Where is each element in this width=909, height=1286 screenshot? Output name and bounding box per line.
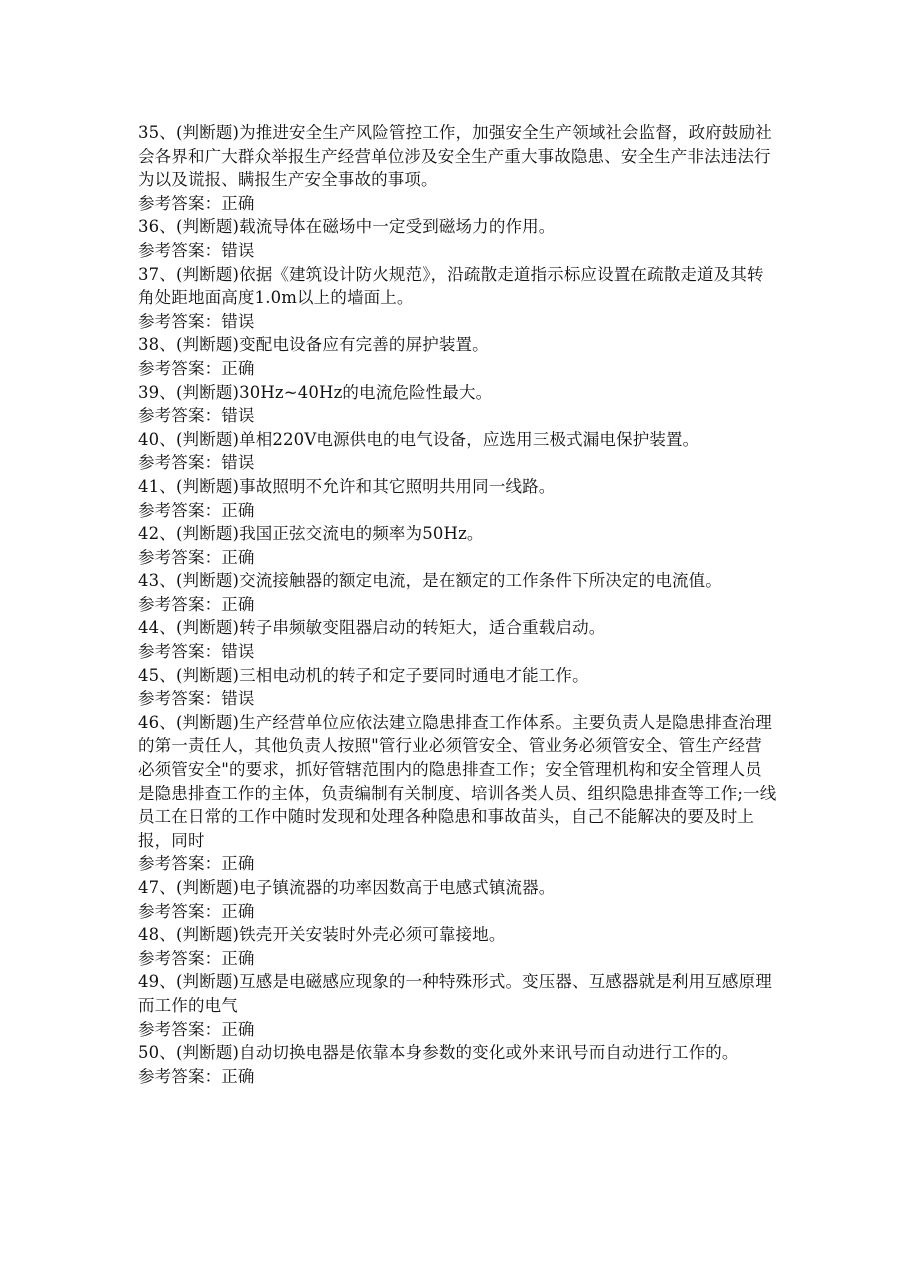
answer-line <box>138 947 778 971</box>
answer-label: 参考答案： <box>138 311 222 331</box>
question-text <box>138 121 778 192</box>
question-number: 41、 <box>138 476 176 496</box>
question-item <box>138 1041 778 1088</box>
question-body: 电子镇流器的功率因数高于电感式镇流器。 <box>239 878 556 897</box>
answer-label: 参考答案： <box>138 406 222 426</box>
question-type: (判断题) <box>175 618 240 638</box>
answer-label: 参考答案： <box>138 854 222 874</box>
answer-value: 正确 <box>221 854 255 874</box>
question-list <box>138 121 778 1088</box>
question-text <box>138 664 778 688</box>
answer-value: 正确 <box>221 547 255 567</box>
answer-value: 正确 <box>221 901 255 921</box>
question-number: 35、 <box>138 123 176 142</box>
answer-line <box>138 357 778 381</box>
question-text <box>138 876 778 900</box>
answer-line <box>138 640 778 664</box>
question-item <box>138 381 778 428</box>
answer-value: 正确 <box>221 500 255 520</box>
answer-value: 正确 <box>221 1066 255 1086</box>
question-number: 48、 <box>138 925 176 945</box>
question-type: (判断题) <box>175 476 240 496</box>
question-text <box>138 215 778 239</box>
question-text <box>138 263 778 310</box>
question-item <box>138 333 778 380</box>
question-text <box>138 428 778 452</box>
question-type: (判断题) <box>175 878 240 897</box>
answer-line <box>138 852 778 876</box>
question-body: 生产经营单位应依法建立隐患排查工作体系。主要负责人是隐患排查治理的第一责任人，其他负责人按照"管行业必须管安全、管业务必须管安全、管生产经营必须管安全"的要求，抓好管辖范围内的隐患排查工作；安全管理机构和安全管理人员是隐患排查工作的主体，负责编制有关制度、培训各类人员、组织隐患排查等工作;一线员工在日常的工作中随时发现和处理各种隐患和事故苗头，自己不能解决的要及时上报，同时 <box>138 712 777 850</box>
question-number: 50、 <box>138 1043 176 1063</box>
question-number: 47、 <box>138 878 176 897</box>
answer-value: 错误 <box>221 311 255 331</box>
question-number: 39、 <box>138 382 176 402</box>
question-text <box>138 923 778 947</box>
question-number: 45、 <box>138 665 176 685</box>
question-type: (判断题) <box>175 264 240 284</box>
question-item <box>138 664 778 711</box>
answer-value: 错误 <box>221 689 255 709</box>
question-body: 载流导体在磁场中一定受到磁场力的作用。 <box>239 217 556 237</box>
answer-line <box>138 404 778 428</box>
question-text <box>138 711 778 853</box>
answer-label: 参考答案： <box>138 547 222 567</box>
question-body: 三相电动机的转子和定子要同时通电才能工作。 <box>239 665 589 685</box>
question-type: (判断题) <box>175 571 240 591</box>
question-type: (判断题) <box>175 712 240 732</box>
answer-line <box>138 239 778 263</box>
answer-line <box>138 310 778 334</box>
answer-line <box>138 900 778 924</box>
question-body: 事故照明不允许和其它照明共用同一线路。 <box>239 476 556 496</box>
answer-line <box>138 192 778 216</box>
question-body: 转子串频敏变阻器启动的转矩大，适合重载启动。 <box>239 618 606 638</box>
question-item <box>138 711 778 876</box>
answer-value: 正确 <box>221 193 255 213</box>
question-type: (判断题) <box>175 1043 240 1063</box>
question-number: 42、 <box>138 524 176 544</box>
answer-line <box>138 687 778 711</box>
answer-label: 参考答案： <box>138 453 222 473</box>
answer-line <box>138 546 778 570</box>
answer-label: 参考答案： <box>138 193 222 213</box>
question-body: 交流接触器的额定电流，是在额定的工作条件下所决定的电流值。 <box>239 571 722 591</box>
answer-value: 正确 <box>221 594 255 614</box>
answer-label: 参考答案： <box>138 948 222 968</box>
answer-line <box>138 1065 778 1089</box>
answer-value: 错误 <box>221 406 255 426</box>
answer-value: 错误 <box>221 642 255 662</box>
question-body: 为推进安全生产风险管控工作，加强安全生产领域社会监督，政府鼓励社会各界和广大群众举报生产经营单位涉及安全生产重大事故隐患、安全生产非法违法行为以及谎报、瞒报生产安全事故的事项。 <box>138 123 772 190</box>
question-number: 43、 <box>138 571 176 591</box>
answer-value: 正确 <box>221 948 255 968</box>
answer-label: 参考答案： <box>138 500 222 520</box>
question-body: 互感是电磁感应现象的一种特殊形式。变压器、互感器就是利用互感原理而工作的电气 <box>138 972 772 1015</box>
question-item <box>138 263 778 334</box>
answer-label: 参考答案： <box>138 358 222 378</box>
answer-value: 正确 <box>221 358 255 378</box>
answer-label: 参考答案： <box>138 1066 222 1086</box>
question-number: 46、 <box>138 712 176 732</box>
question-item <box>138 923 778 970</box>
question-type: (判断题) <box>175 335 240 355</box>
answer-label: 参考答案： <box>138 1019 222 1039</box>
question-type: (判断题) <box>175 524 240 544</box>
question-item <box>138 616 778 663</box>
question-body: 自动切换电器是依靠本身参数的变化或外来讯号而自动进行工作的。 <box>239 1043 739 1063</box>
question-number: 36、 <box>138 217 176 237</box>
question-text <box>138 381 778 405</box>
question-body: 依据《建筑设计防火规范》，沿疏散走道指示标应设置在疏散走道及其转角处距地面高度1.0m以上的墙面上。 <box>138 264 764 308</box>
answer-line <box>138 593 778 617</box>
question-text <box>138 616 778 640</box>
question-body: 30Hz~40Hz的电流危险性最大。 <box>239 382 493 402</box>
question-type: (判断题) <box>175 429 240 449</box>
question-text <box>138 522 778 546</box>
question-type: (判断题) <box>175 925 240 945</box>
question-body: 变配电设备应有完善的屏护装置。 <box>239 335 489 355</box>
answer-value: 错误 <box>221 453 255 473</box>
question-number: 44、 <box>138 618 176 638</box>
question-body: 铁壳开关安装时外壳必须可靠接地。 <box>239 925 506 945</box>
question-item <box>138 475 778 522</box>
question-body: 我国正弦交流电的频率为50Hz。 <box>239 524 484 544</box>
question-type: (判断题) <box>175 382 240 402</box>
question-item <box>138 215 778 262</box>
question-text <box>138 475 778 499</box>
answer-label: 参考答案： <box>138 642 222 662</box>
question-number: 38、 <box>138 335 176 355</box>
question-item <box>138 428 778 475</box>
question-number: 40、 <box>138 429 176 449</box>
question-type: (判断题) <box>175 123 240 142</box>
question-number: 49、 <box>138 972 176 992</box>
question-text <box>138 333 778 357</box>
answer-value: 错误 <box>221 240 255 260</box>
answer-label: 参考答案： <box>138 240 222 260</box>
answer-line <box>138 499 778 523</box>
question-type: (判断题) <box>175 972 240 992</box>
answer-label: 参考答案： <box>138 689 222 709</box>
question-text <box>138 970 778 1017</box>
question-item <box>138 522 778 569</box>
answer-label: 参考答案： <box>138 901 222 921</box>
question-text <box>138 1041 778 1065</box>
question-item <box>138 569 778 616</box>
question-number: 37、 <box>138 264 176 284</box>
question-type: (判断题) <box>175 665 240 685</box>
question-item <box>138 121 778 215</box>
answer-value: 正确 <box>221 1019 255 1039</box>
answer-line <box>138 1018 778 1042</box>
question-item <box>138 876 778 923</box>
answer-line <box>138 451 778 475</box>
question-body: 单相220V电源供电的电气设备，应选用三极式漏电保护装置。 <box>239 429 700 449</box>
question-text <box>138 569 778 593</box>
question-item <box>138 970 778 1041</box>
question-type: (判断题) <box>175 217 240 237</box>
answer-label: 参考答案： <box>138 594 222 614</box>
